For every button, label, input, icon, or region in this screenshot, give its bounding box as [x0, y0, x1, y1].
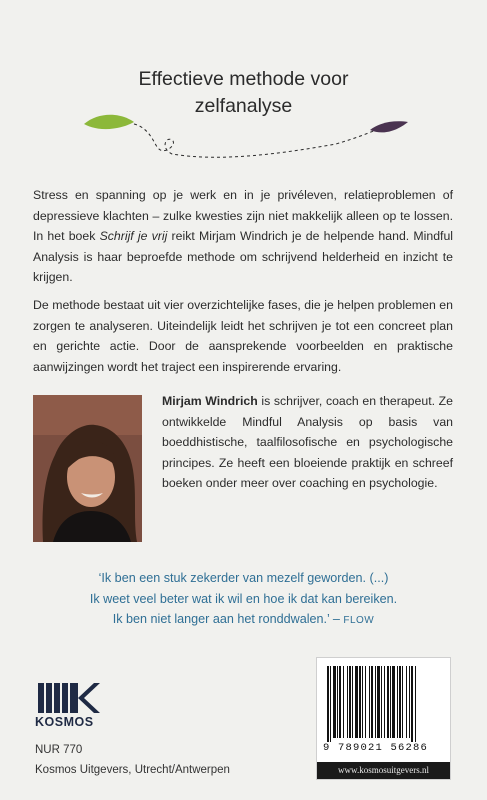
publisher-website: www.kosmosuitgevers.nl — [317, 762, 450, 779]
dashed-trail — [134, 124, 376, 157]
leaf-flourish-illustration — [80, 110, 410, 165]
tagline-line-1: Effectieve methode voor — [138, 68, 349, 90]
quote-line-2: Ik weet veel beter wat ik wil en hoe ik dat kan bereiken. — [89, 591, 398, 606]
isbn-barcode — [316, 657, 451, 780]
quote-line-1: ‘Ik ben een stuk zekerder van mezelf geworden. (...) — [98, 571, 389, 585]
green-leaf-icon — [84, 115, 134, 129]
author-bio: Mirjam Windrich is schrijver, coach en therapeut. Ze ontwikkelde Mindful Analysis op basis van boeddhistische, taalfilosofische en psychologische principes. Ze heeft een bloeiende praktijk en schreef boeken onder meer over coaching en psychologie. — [162, 394, 453, 490]
author-name: Mirjam Windrich — [162, 394, 258, 408]
publisher-name: Kosmos Uitgevers, Utrecht/Antwerpen — [35, 764, 230, 776]
isbn-number: 9 789021 56286 — [323, 742, 429, 754]
purple-leaf-icon — [370, 121, 408, 132]
quote-source: FLOW — [343, 615, 375, 626]
author-photo — [33, 395, 142, 542]
publisher-logo-text: KOSMOS — [35, 715, 94, 729]
barcode-bars — [325, 666, 442, 742]
book-title-italic: Schrijf je vrij — [99, 229, 168, 243]
nur-code: NUR 770 — [35, 744, 83, 756]
kosmos-logo-icon — [38, 683, 100, 713]
description-paragraph-1: Stress en spanning op je werk en in je privéleven, relatieproblemen of depressieve klachten – zulke kwesties zijn niet makkelijk alleen op te lossen. In het boek Schrijf je vrij reikt Mirjam Windrich je de helpende hand. Mindful Analysis is haar beproefde methode om schrijvend helderheid en inzicht te krijgen. — [33, 188, 454, 284]
quote-line-3: Ik ben niet langer aan het ronddwalen.’ – FLOW — [112, 612, 375, 626]
description-paragraph-2: De methode bestaat uit vier overzichtelijke fases, die je helpen problemen en zorgen te analyseren. Uiteindelijk leidt het schrijven je tot een concreet plan en gerichte actie. Door de aansprekende voorbeelden en praktische aanwijzingen wordt het traject een inspirerende ervaring. — [33, 298, 453, 374]
tagline-line-2: zelfanalyse — [194, 95, 293, 117]
review-quote — [0, 568, 487, 632]
